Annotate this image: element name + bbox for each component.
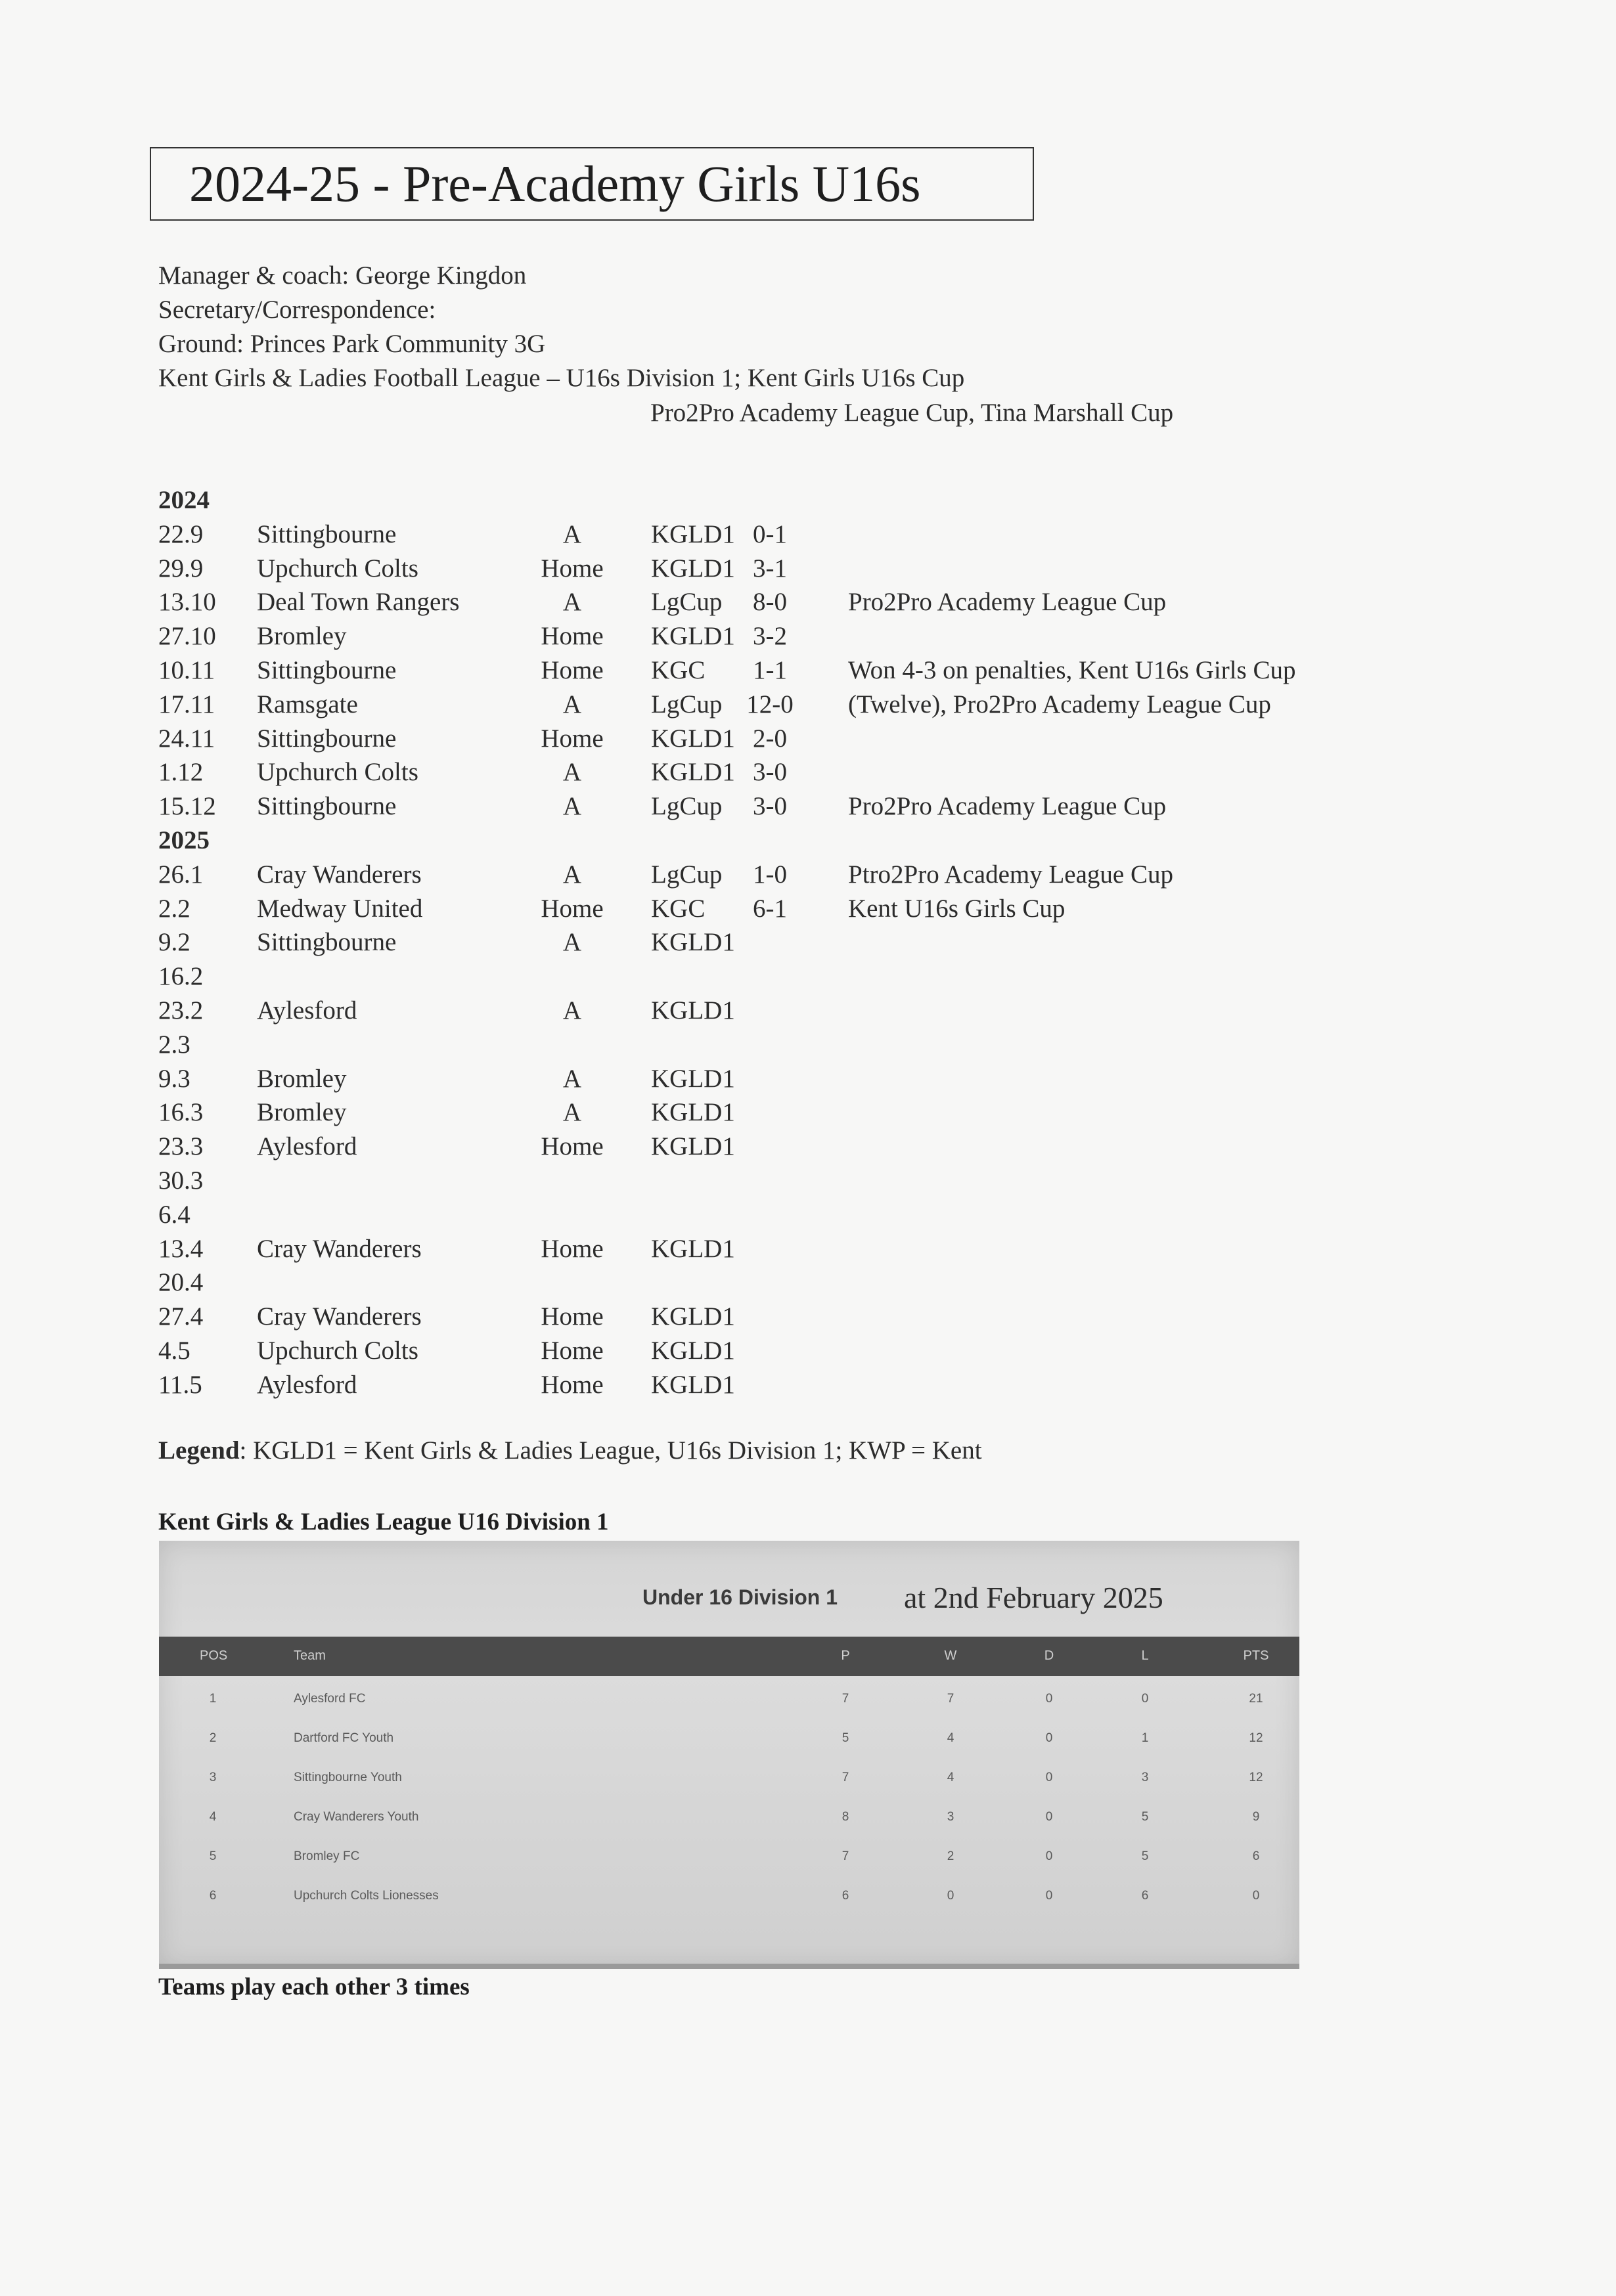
legend: [158, 1436, 982, 1465]
fixture-score: 2-0: [753, 724, 787, 753]
cell-won: 0: [947, 1889, 954, 1903]
fixture-competition: KGLD1: [651, 1302, 735, 1331]
fixture-opponent: Bromley: [257, 1098, 347, 1127]
header-w: W: [944, 1648, 957, 1663]
fixture-venue: Home: [541, 724, 604, 753]
league-line: Kent Girls & Ladies Football League – U16s Division 1; Kent Girls U16s Cup: [158, 364, 965, 392]
fixture-date: 30.3: [158, 1166, 204, 1195]
fixture-opponent: Aylesford: [257, 1132, 357, 1161]
fixture-date: 9.2: [158, 928, 191, 957]
fixture-note: Kent U16s Girls Cup: [848, 894, 1066, 923]
table-section-title: Kent Girls & Ladies League U16 Division 1: [158, 1509, 609, 1535]
fixture-date: 27.4: [158, 1302, 204, 1331]
fixture-competition: KGLD1: [651, 554, 735, 583]
fixture-competition: KGLD1: [651, 1098, 735, 1127]
fixture-competition: LgCup: [651, 690, 723, 718]
cell-pos: 6: [209, 1889, 217, 1903]
fixture-opponent: Bromley: [257, 622, 347, 651]
fixture-venue: A: [562, 928, 582, 957]
fixture-opponent: Deal Town Rangers: [257, 588, 460, 617]
cell-team: Cray Wanderers Youth: [294, 1810, 419, 1824]
fixture-score: 1-0: [753, 860, 787, 889]
cell-played: 7: [842, 1849, 849, 1863]
fixture-score: 3-0: [753, 758, 787, 787]
cell-team: Dartford FC Youth: [294, 1731, 394, 1745]
cell-drawn: 0: [1045, 1849, 1053, 1863]
fixture-date: 10.11: [158, 655, 215, 684]
cell-points: 0: [1252, 1889, 1260, 1903]
fixture-date: 29.9: [158, 554, 204, 583]
fixture-competition: KGLD1: [651, 758, 735, 787]
fixture-competition: KGLD1: [651, 519, 735, 548]
fixture-venue: A: [562, 860, 582, 889]
fixture-opponent: Upchurch Colts: [257, 1336, 418, 1365]
fixture-date: 23.2: [158, 996, 204, 1025]
table-row: [159, 1757, 1299, 1797]
cell-lost: 3: [1141, 1771, 1149, 1784]
fixture-opponent: Sittingbourne: [257, 519, 397, 548]
year-heading-2025: 2025: [158, 826, 210, 854]
fixture-venue: Home: [541, 1336, 604, 1365]
cell-drawn: 0: [1045, 1810, 1053, 1824]
cell-played: 7: [842, 1771, 849, 1784]
cell-played: 7: [842, 1692, 849, 1706]
fixture-venue: A: [562, 690, 582, 718]
fixture-competition: KGC: [651, 655, 706, 684]
legend-text: : KGLD1 = Kent Girls & Ladies League, U16s Division 1; KWP = Kent: [239, 1436, 982, 1465]
fixture-competition: LgCup: [651, 588, 723, 617]
fixture-date: 16.2: [158, 962, 204, 991]
fixture-opponent: Cray Wanderers: [257, 1302, 422, 1331]
fixture-opponent: Upchurch Colts: [257, 554, 418, 583]
cell-pos: 2: [209, 1731, 217, 1745]
table-row: [159, 1679, 1299, 1718]
fixture-opponent: Sittingbourne: [257, 792, 397, 821]
header-pos: POS: [200, 1648, 228, 1663]
fixture-competition: KGLD1: [651, 724, 735, 753]
cell-points: 12: [1249, 1731, 1263, 1745]
fixture-competition: KGLD1: [651, 928, 735, 957]
cell-pos: 4: [209, 1810, 217, 1824]
fixture-score: 1-1: [753, 655, 787, 684]
fixture-date: 6.4: [158, 1200, 191, 1229]
cell-drawn: 0: [1045, 1692, 1053, 1706]
fixture-opponent: Sittingbourne: [257, 655, 397, 684]
fixture-score: 0-1: [753, 519, 787, 548]
fixture-venue: Home: [541, 1132, 604, 1161]
fixture-venue: Home: [541, 894, 604, 923]
ground-line: Ground: Princes Park Community 3G: [158, 330, 546, 358]
fixture-venue: A: [562, 588, 582, 617]
fixture-competition: KGLD1: [651, 1336, 735, 1365]
cell-points: 21: [1249, 1692, 1263, 1706]
cell-drawn: 0: [1045, 1889, 1053, 1903]
league-table-screenshot: [159, 1541, 1299, 1969]
cell-won: 4: [947, 1771, 954, 1784]
fixture-date: 26.1: [158, 860, 204, 889]
fixture-competition: KGLD1: [651, 1064, 735, 1093]
fixture-date: 11.5: [158, 1370, 202, 1399]
fixture-date: 1.12: [158, 758, 204, 787]
fixture-competition: LgCup: [651, 792, 723, 821]
table-title: Under 16 Division 1: [642, 1585, 838, 1609]
fixture-date: 15.12: [158, 792, 216, 821]
fixture-date: 13.4: [158, 1234, 204, 1263]
secretary-line: Secretary/Correspondence:: [158, 296, 436, 324]
fixture-opponent: Aylesford: [257, 1370, 357, 1399]
cell-pos: 3: [209, 1771, 217, 1784]
fixture-note: Ptro2Pro Academy League Cup: [848, 860, 1173, 889]
fixture-opponent: Cray Wanderers: [257, 860, 422, 889]
fixture-opponent: Cray Wanderers: [257, 1234, 422, 1263]
fixture-note: Won 4-3 on penalties, Kent U16s Girls Cup: [848, 655, 1296, 684]
fixture-date: 24.11: [158, 724, 215, 753]
cell-played: 6: [842, 1889, 849, 1903]
fixture-note: (Twelve), Pro2Pro Academy League Cup: [848, 690, 1271, 718]
fixture-date: 22.9: [158, 519, 204, 548]
fixture-competition: KGC: [651, 894, 706, 923]
fixture-note: Pro2Pro Academy League Cup: [848, 588, 1167, 617]
cell-team: Upchurch Colts Lionesses: [294, 1889, 439, 1903]
fixture-date: 20.4: [158, 1268, 204, 1297]
fixture-venue: A: [562, 519, 582, 548]
cell-pos: 1: [209, 1692, 217, 1706]
fixture-competition: KGLD1: [651, 996, 735, 1025]
cell-played: 5: [842, 1731, 849, 1745]
cell-lost: 6: [1141, 1889, 1149, 1903]
fixture-date: 23.3: [158, 1132, 204, 1161]
cell-won: 4: [947, 1731, 954, 1745]
cell-team: Sittingbourne Youth: [294, 1771, 402, 1784]
cell-lost: 5: [1141, 1849, 1149, 1863]
header-l: L: [1141, 1648, 1149, 1663]
fixture-opponent: Sittingbourne: [257, 724, 397, 753]
fixture-opponent: Sittingbourne: [257, 928, 397, 957]
screenshot-bottom-edge: [159, 1964, 1299, 1969]
footnote: Teams play each other 3 times: [158, 1974, 470, 2000]
table-row: [159, 1876, 1299, 1915]
year-heading-2024: 2024: [158, 486, 210, 514]
cell-won: 2: [947, 1849, 954, 1863]
fixture-competition: KGLD1: [651, 1370, 735, 1399]
fixture-venue: A: [562, 1098, 582, 1127]
cell-played: 8: [842, 1810, 849, 1824]
fixture-date: 27.10: [158, 622, 216, 651]
fixture-date: 9.3: [158, 1064, 191, 1093]
fixture-venue: Home: [541, 1302, 604, 1331]
cell-won: 7: [947, 1692, 954, 1706]
table-row: [159, 1836, 1299, 1876]
fixture-score: 6-1: [753, 894, 787, 923]
fixture-note: Pro2Pro Academy League Cup: [848, 792, 1167, 821]
header-pts: PTS: [1243, 1648, 1269, 1663]
cell-lost: 0: [1141, 1692, 1149, 1706]
fixture-opponent: Bromley: [257, 1064, 347, 1093]
cell-drawn: 0: [1045, 1731, 1053, 1745]
fixture-score: 3-2: [753, 622, 787, 651]
fixture-competition: KGLD1: [651, 1132, 735, 1161]
fixture-opponent: Medway United: [257, 894, 423, 923]
fixture-competition: KGLD1: [651, 1234, 735, 1263]
table-date: at 2nd February 2025: [904, 1581, 1163, 1614]
cell-points: 6: [1252, 1849, 1260, 1863]
fixture-opponent: Ramsgate: [257, 690, 358, 718]
fixture-venue: A: [562, 996, 582, 1025]
cell-pos: 5: [209, 1849, 217, 1863]
fixture-venue: Home: [541, 1234, 604, 1263]
fixture-date: 16.3: [158, 1098, 204, 1127]
cell-lost: 5: [1141, 1810, 1149, 1824]
fixture-score: 3-0: [753, 792, 787, 821]
fixture-date: 2.2: [158, 894, 191, 923]
fixture-date: 2.3: [158, 1030, 191, 1059]
fixture-venue: A: [562, 792, 582, 821]
cell-team: Aylesford FC: [294, 1692, 366, 1706]
page-title: 2024-25 - Pre-Academy Girls U16s: [150, 147, 1034, 221]
fixture-score: 8-0: [753, 588, 787, 617]
table-row: [159, 1797, 1299, 1836]
fixture-venue: Home: [541, 655, 604, 684]
table-row: [159, 1718, 1299, 1757]
fixture-venue: Home: [541, 1370, 604, 1399]
fixture-score: 12-0: [746, 690, 794, 718]
manager-line: Manager & coach: George Kingdon: [158, 261, 527, 290]
fixture-date: 13.10: [158, 588, 216, 617]
fixture-opponent: Upchurch Colts: [257, 758, 418, 787]
fixture-venue: A: [562, 1064, 582, 1093]
cell-team: Bromley FC: [294, 1849, 360, 1863]
cell-points: 9: [1252, 1810, 1260, 1824]
legend-label: Legend: [158, 1436, 240, 1465]
header-team: Team: [294, 1648, 326, 1663]
cups-line: Pro2Pro Academy League Cup, Tina Marshall Cup: [650, 399, 1174, 427]
fixture-date: 4.5: [158, 1336, 191, 1365]
cell-lost: 1: [1141, 1731, 1149, 1745]
cell-won: 3: [947, 1810, 954, 1824]
table-header: [159, 1637, 1299, 1676]
fixture-venue: Home: [541, 554, 604, 583]
header-p: P: [841, 1648, 850, 1663]
fixture-venue: Home: [541, 622, 604, 651]
fixture-score: 3-1: [753, 554, 787, 583]
fixture-competition: LgCup: [651, 860, 723, 889]
header-d: D: [1044, 1648, 1054, 1663]
fixture-opponent: Aylesford: [257, 996, 357, 1025]
fixture-date: 17.11: [158, 690, 215, 718]
fixture-competition: KGLD1: [651, 622, 735, 651]
fixture-venue: A: [562, 758, 582, 787]
cell-drawn: 0: [1045, 1771, 1053, 1784]
cell-points: 12: [1249, 1771, 1263, 1784]
